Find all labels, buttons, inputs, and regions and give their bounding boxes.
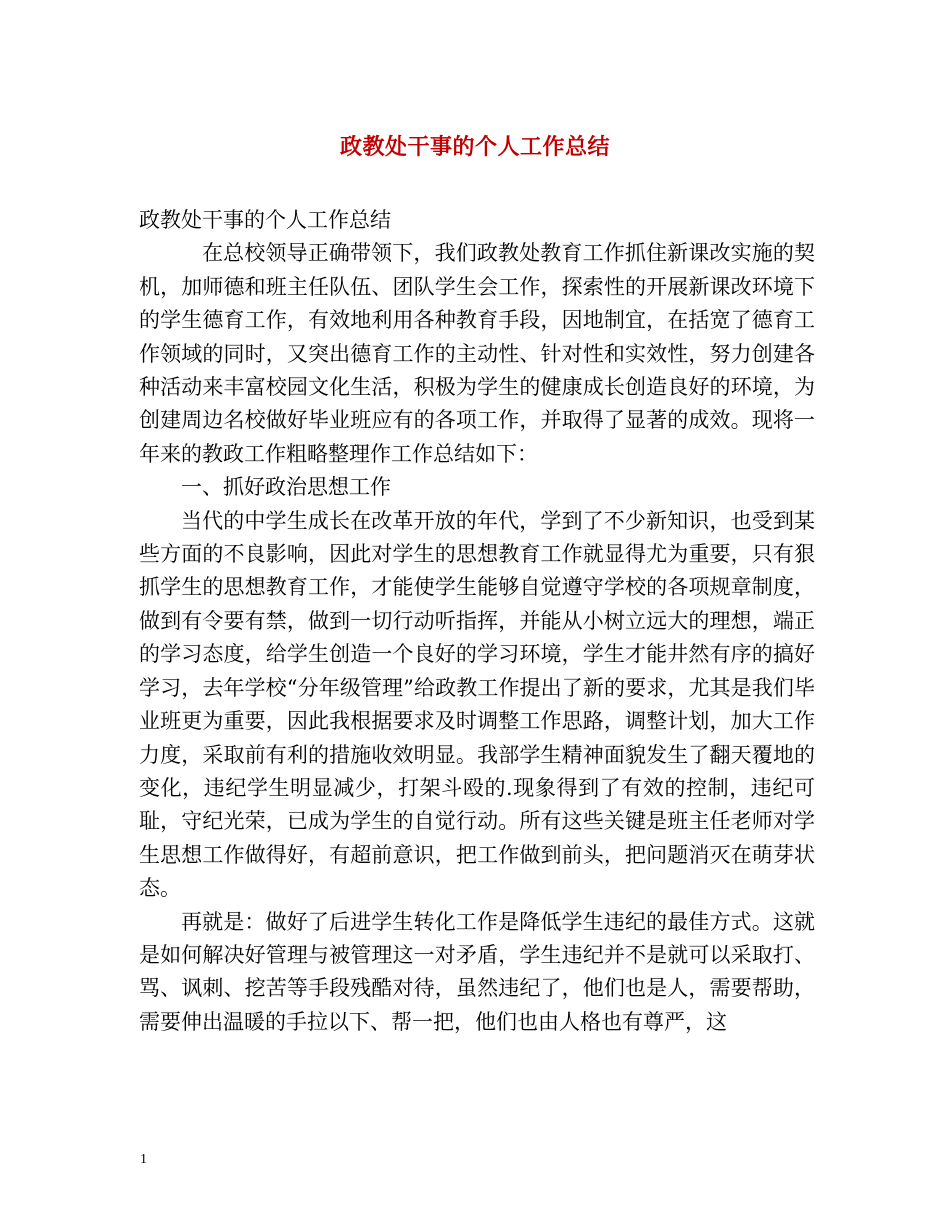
paragraph-political-work: 当代的中学生成长在改革开放的年代，学到了不少新知识，也受到某些方面的不良影响，因此对学生的思想教育工作就显得尤为重要，只有狠抓学生的思想教育工作，才能使学生能够自觉遵守学校的各项规章制度，做到有令要有禁，做到一切行动听指挥，并能从小树立远大的理想，端正的学习态度，给学生创造一个良好的学习环境，学生才能井然有序的搞好学习，去年学校“分年级管理”给政教工作提出了新的要求，尤其是我们毕业班更为重要，因此我根据要求及时调整工作思路，调整计划，加大工作力度，采取前有利的措施收效明显。我部学生精神面貌发生了翻天覆地的变化，违纪学生明显减少，打架斗殴的.现象得到了有效的控制，违纪可耻，守纪光荣，已成为学生的自觉行动。所有这些关键是班主任老师对学生思想工作做得好，有超前意识，把工作做到前头，把问题消灭在萌芽状态。: [139, 508, 815, 901]
page-number: 1: [140, 1152, 147, 1167]
document-body: [139, 204, 815, 1039]
document-subtitle: 政教处干事的个人工作总结: [139, 208, 391, 232]
document-title: 政教处干事的个人工作总结: [339, 134, 610, 160]
section-heading-1: 一、抓好政治思想工作: [181, 475, 391, 500]
paragraph-student-transformation: 再就是：做好了后进学生转化工作是降低学生违纪的最佳方式。这就是如何解决好管理与被管理这一对矛盾，学生违纪并不是就可以采取打、骂、讽刺、挖苦等手段残酷对待，虽然违纪了，他们也是人，需要帮助，需要伸出温暖的手拉以下、帮一把，他们也由人格也有尊严，这: [139, 909, 815, 1034]
paragraph-intro: 在总校领导正确带领下，我们政教处教育工作抓住新课改实施的契机，加师德和班主任队伍、团队学生会工作，探索性的开展新课改环境下的学生德育工作，有效地利用各种教育手段，因地制宜，在括宽了德育工作领域的同时，又突出德育工作的主动性、针对性和实效性，努力创建各种活动来丰富校园文化生活，积极为学生的健康成长创造良好的环境，为创建周边名校做好毕业班应有的各项工作，并取得了显著的成效。现将一年来的教政工作粗略整理作工作总结如下：: [139, 241, 815, 466]
